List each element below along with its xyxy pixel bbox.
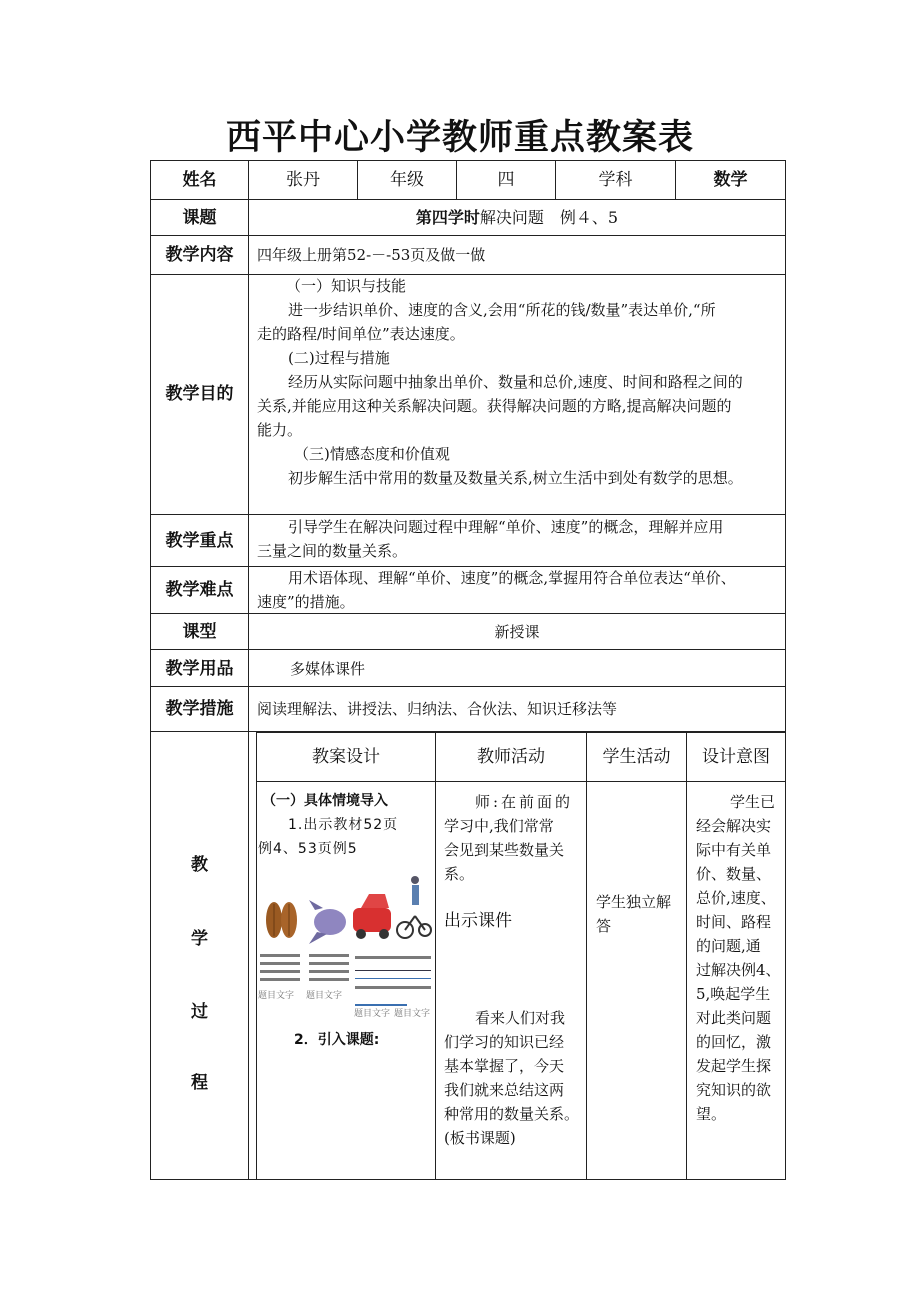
objectives-line-2: 进一步结识单价、速度的含义,会用“所花的钱/数量”表达单价,“所 <box>288 301 716 319</box>
content-label: 教学内容 <box>165 245 234 265</box>
image-caption-3: 题目文字 <box>354 1009 391 1019</box>
fish-icon <box>309 900 346 944</box>
page-title: 西平中心小学教师重点教案表 <box>225 118 694 158</box>
teacher-line-5: 看来人们对我 <box>475 1009 566 1027</box>
teacher-show-courseware: 出示课件 <box>444 911 512 931</box>
intent-line-6: 时间、路程 <box>696 913 772 931</box>
intent-line-7: 的问题,通 <box>696 937 761 955</box>
col-header-design: 教案设计 <box>312 747 380 767</box>
intent-line-10: 对此类问题 <box>696 1009 772 1027</box>
intent-line-2: 经会解决实 <box>696 817 772 835</box>
keypoints-line-2: 三量之间的数量关系。 <box>257 542 408 560</box>
difficulties-line-1: 用术语体现、理解“单价、速度”的概念,掌握用符合单位表达“单价、 <box>288 569 736 587</box>
design-step-2: 2．引入课题: <box>294 1032 380 1048</box>
design-line-2: 1.出示教材52页 <box>288 817 399 833</box>
objectives-label: 教学目的 <box>165 384 234 404</box>
methods-label: 教学措施 <box>165 699 234 719</box>
col-header-teacher: 教师活动 <box>477 747 545 767</box>
image-caption-2: 题目文字 <box>306 991 343 1001</box>
materials-label: 教学用品 <box>165 659 234 679</box>
inner-body-student <box>586 781 687 1180</box>
objectives-line-5: 经历从实际问题中抽象出单价、数量和总价,速度、时间和路程之间的 <box>288 373 743 391</box>
car-icon <box>353 894 391 939</box>
topic-value <box>248 206 786 230</box>
objectives-line-6: 关系,并能应用这种关系解决问题。获得解决问题的方略,提高解决问题的 <box>257 397 732 415</box>
student-line-1: 学生独立解 <box>596 893 672 911</box>
topic-label: 课题 <box>182 208 217 228</box>
process-label-char-4: 程 <box>191 1073 208 1093</box>
intent-line-3: 际中有关单 <box>696 841 772 859</box>
subject-value: 数学 <box>713 170 748 190</box>
objectives-line-7: 能力。 <box>257 421 303 439</box>
keypoints-label: 教学重点 <box>165 531 234 551</box>
lessontype-value: 新授课 <box>494 623 540 641</box>
name-label: 姓名 <box>182 170 217 190</box>
subject-label: 学科 <box>598 170 633 190</box>
content-value: 四年级上册第52-－-53页及做一做 <box>257 246 486 264</box>
col-header-student: 学生活动 <box>602 747 671 767</box>
student-line-2: 答 <box>596 917 612 935</box>
topic-value-rest: 解决问题 例４、5 <box>479 208 619 227</box>
teacher-line-10: (板书课题) <box>444 1129 516 1147</box>
process-label-char-3: 过 <box>191 1002 208 1022</box>
design-line-1: （一）具体情境导入 <box>262 793 388 809</box>
grade-value: 四 <box>497 170 515 190</box>
process-label-cell <box>150 731 249 1180</box>
teacher-line-1: 师:在前面的 <box>475 793 574 811</box>
image-caption-1: 题目文字 <box>258 991 295 1001</box>
intent-line-11: 的回忆，激 <box>696 1033 772 1051</box>
intent-line-1: 学生已 <box>730 793 776 811</box>
teacher-line-3: 会见到某些数量关 <box>444 841 565 859</box>
image-caption-4: 题目文字 <box>394 1009 431 1019</box>
methods-value: 阅读理解法、讲授法、归纳法、合伙法、知识迁移法等 <box>257 700 618 718</box>
difficulties-label: 教学难点 <box>165 580 234 600</box>
objectives-line-3: 走的路程/时间单位”表达速度。 <box>257 325 465 343</box>
col-header-intent: 设计意图 <box>702 747 770 767</box>
walnut-icon <box>266 902 297 938</box>
objectives-line-1: （一）知识与技能 <box>286 277 407 295</box>
teacher-line-4: 系。 <box>444 865 475 883</box>
process-label-char-1: 教 <box>191 855 208 875</box>
materials-value: 多媒体课件 <box>290 660 366 678</box>
teacher-line-6: 们学习的知识已经 <box>444 1033 565 1051</box>
design-line-3: 例4、53页例5 <box>258 841 358 857</box>
difficulties-line-2: 速度”的措施。 <box>257 593 355 611</box>
intent-line-12: 发起学生探 <box>696 1057 772 1075</box>
process-label-char-2: 学 <box>191 929 208 949</box>
lessontype-label: 课型 <box>182 622 217 642</box>
bicycle-icon <box>397 876 431 938</box>
teacher-line-8: 我们就来总结这两 <box>444 1081 565 1099</box>
intent-line-5: 总价,速度、 <box>696 889 776 907</box>
teacher-line-9: 种常用的数量关系。 <box>444 1105 580 1123</box>
objectives-line-4: (二)过程与措施 <box>288 349 390 367</box>
teacher-line-7: 基本掌握了，今天 <box>444 1057 565 1075</box>
teacher-line-2: 学习中,我们常常 <box>444 817 554 835</box>
keypoints-line-1: 引导学生在解决问题过程中理解“单价、速度”的概念，理解并应用 <box>288 518 724 536</box>
intent-line-13: 究知识的欲 <box>696 1081 772 1099</box>
intent-line-9: 5,唤起学生 <box>696 985 771 1003</box>
grade-label: 年级 <box>390 170 424 190</box>
name-value: 张丹 <box>286 170 320 190</box>
intent-line-8: 过解决例4、 <box>696 961 781 979</box>
objectives-line-9: 初步解生活中常用的数量及数量关系,树立生活中到处有数学的思想。 <box>288 469 743 487</box>
intent-line-4: 价、数量、 <box>696 865 772 883</box>
intent-line-14: 望。 <box>696 1105 727 1123</box>
topic-value-bold: 第四学时 <box>415 208 480 227</box>
objectives-line-8: （三)情感态度和价值观 <box>294 445 450 463</box>
